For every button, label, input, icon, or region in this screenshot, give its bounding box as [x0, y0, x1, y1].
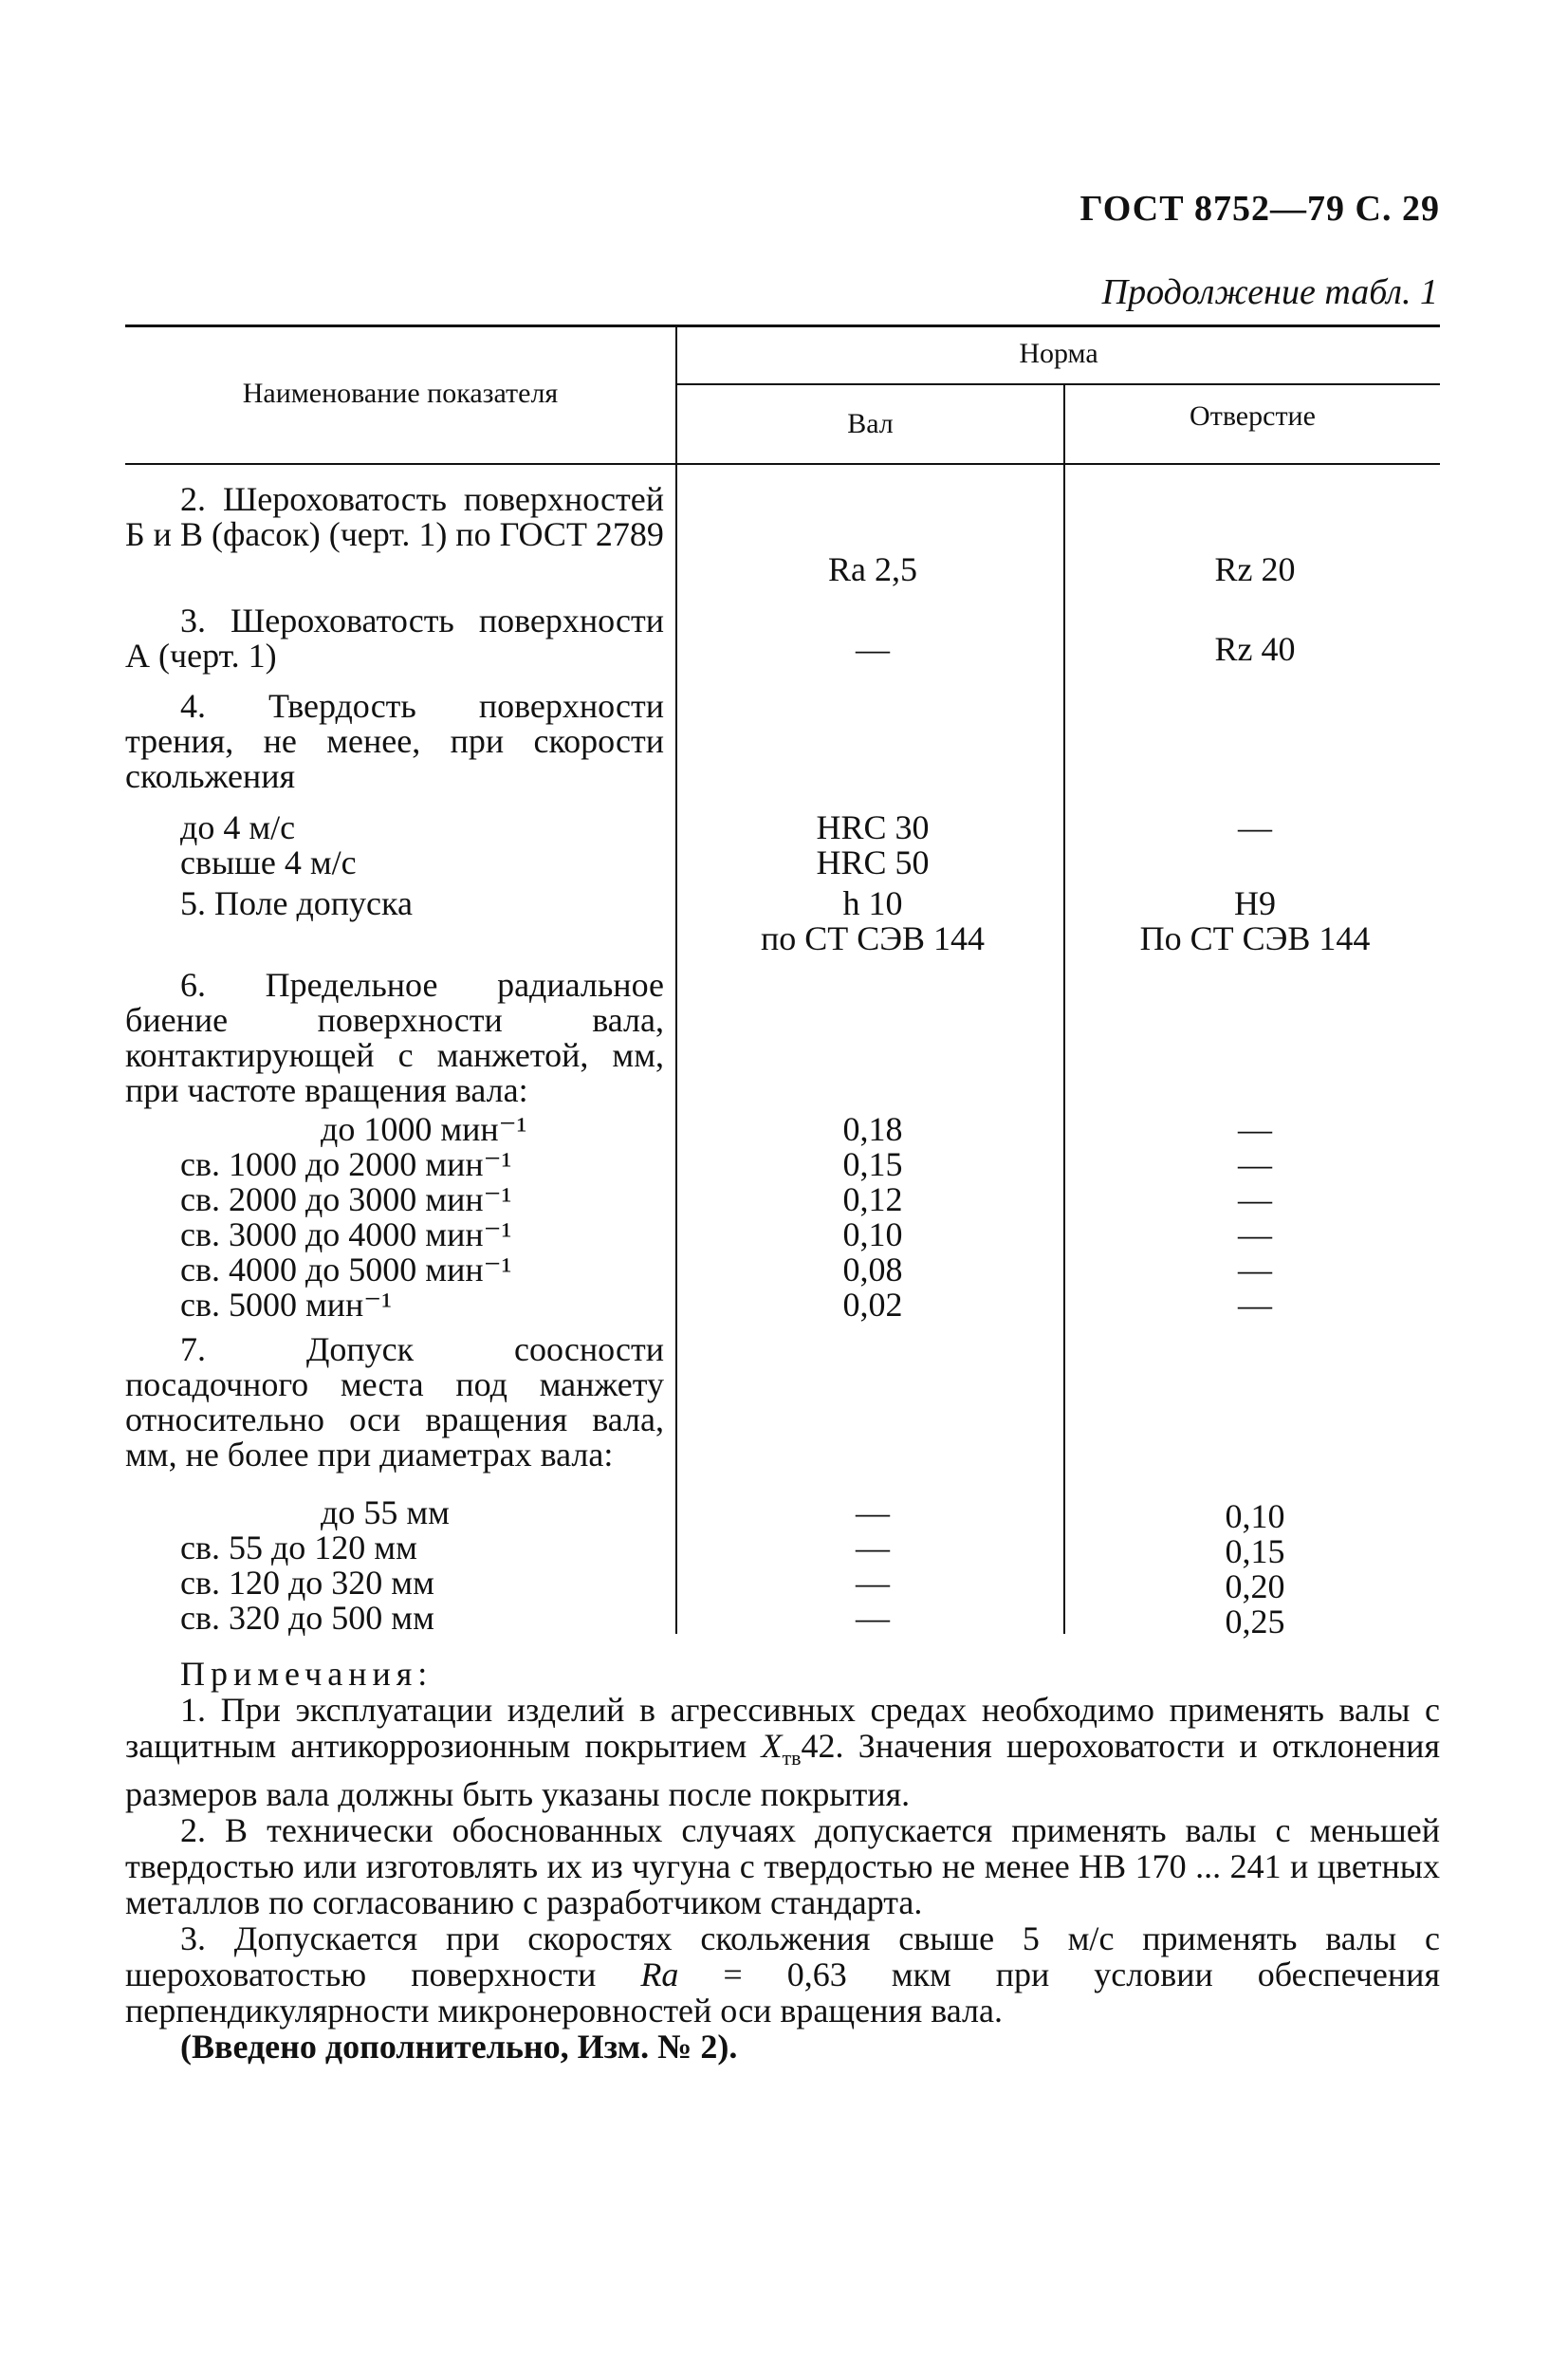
row-hole-value: — [1238, 1180, 1272, 1218]
row-name: св. 320 до 500 мм [180, 1599, 434, 1637]
row-name: св. 120 до 320 мм [180, 1564, 434, 1602]
row-name: 4. Твердость поверхности трения, не менее, при скорости скольжения [125, 687, 664, 795]
row-name: 3. Шероховатость поверхности А (черт. 1) [125, 602, 664, 675]
amendment-note: (Введено дополнительно, Изм. № 2). [180, 2028, 738, 2067]
note-1-text-a: 1. При эксплуатации изделий в агрессивных средах необходимо применять валы с защитным антикоррозионным покрытием [125, 1691, 1440, 1765]
row-name: св. 3000 до 4000 мин⁻¹ [180, 1215, 512, 1253]
row-hole-value: 0,20 [1225, 1567, 1285, 1605]
row-hole-value: — [1238, 1215, 1272, 1253]
table-top-rule [125, 324, 1440, 327]
note-3 [125, 1920, 1440, 2029]
note-1-symbol: Х [761, 1727, 783, 1765]
row-name: до 55 мм [321, 1493, 450, 1531]
row-hole-value: Rz 20 [1214, 550, 1296, 588]
note-1-subscript: тв [782, 1746, 802, 1770]
row-name: 2. Шероховатость поверхностей Б и В (фасок) (черт. 1) по ГОСТ 2789 [125, 480, 664, 553]
col-header-shaft: Вал [847, 408, 894, 439]
row-name: 6. Предельное радиальное биение поверхности вала, контактирующей с манжетой, мм, при частоте вращения вала: [125, 966, 664, 1109]
row-name: св. 5000 мин⁻¹ [180, 1286, 393, 1324]
row-hole-value: — [1238, 1251, 1272, 1288]
note-3-text-a: 3. Допускается при скоростях скольжения свыше 5 м/с применять валы с шероховатостью поверхности [125, 1919, 1440, 1994]
vertical-rule-right [1063, 383, 1065, 1634]
row-shaft-value: — [856, 1529, 890, 1566]
col-header-norm: Норма [1019, 338, 1098, 369]
row-shaft-value: 0,02 [842, 1286, 903, 1324]
row-hole-value: 0,25 [1225, 1603, 1285, 1640]
row-shaft-value: — [856, 630, 890, 668]
row-shaft-value: по СТ СЭВ 144 [760, 919, 986, 957]
row-shaft-value: 0,10 [842, 1215, 903, 1253]
row-shaft-value: — [856, 1564, 890, 1602]
row-hole-value: По СТ СЭВ 144 [1139, 919, 1371, 957]
row-shaft-value: HRC 50 [816, 843, 930, 881]
row-name: до 1000 мин⁻¹ [321, 1110, 527, 1148]
row-hole-value: 0,15 [1225, 1532, 1285, 1570]
row-name: 5. Поле допуска [180, 884, 413, 922]
row-name: св. 2000 до 3000 мин⁻¹ [180, 1180, 512, 1218]
row-name: до 4 м/с [180, 808, 296, 846]
row-hole-value: — [1238, 1110, 1272, 1148]
col-header-name: Наименование показателя [242, 378, 559, 409]
row-hole-value: — [1238, 808, 1272, 846]
row-hole-value: H9 [1234, 884, 1276, 922]
row-name: св. 55 до 120 мм [180, 1529, 417, 1566]
row-shaft-value: HRC 30 [816, 808, 930, 846]
row-hole-value: 0,10 [1225, 1497, 1285, 1535]
row-name: св. 4000 до 5000 мин⁻¹ [180, 1251, 512, 1288]
page-header: ГОСТ 8752—79 С. 29 [1079, 189, 1440, 229]
row-shaft-value: 0,18 [842, 1110, 903, 1148]
row-shaft-value: — [856, 1493, 890, 1531]
note-2: 2. В технически обоснованных случаях допускается применять валы с меньшей твердостью или изготовлять их из чугуна с твердостью не менее НВ 170 ... 241 и цветных металлов по согласованию с разработчиком стандарта. [125, 1811, 1440, 1922]
row-shaft-value: h 10 [842, 884, 903, 922]
note-3-symbol: Ra [640, 1955, 679, 1994]
note-3-text-b: = 0,63 мкм при условии обеспечения перпендикулярности микронеровностей оси вращения вала. [125, 1955, 1440, 2030]
row-name: свыше 4 м/с [180, 843, 357, 881]
notes-title: Примечания: [180, 1655, 434, 1693]
row-shaft-value: 0,08 [842, 1251, 903, 1288]
row-hole-value: — [1238, 1145, 1272, 1183]
row-shaft-value: 0,12 [842, 1180, 903, 1218]
row-shaft-value: Ra 2,5 [828, 550, 917, 588]
row-shaft-value: — [856, 1599, 890, 1637]
col-header-hole: Отверстие [1190, 400, 1316, 432]
note-1-text-b: 42. Значения шероховатости и отклонения размеров вала должны быть указаны после покрытия. [125, 1727, 1440, 1814]
vertical-rule-left [675, 324, 677, 1634]
table-continuation-label: Продолжение табл. 1 [1101, 272, 1438, 312]
row-name: 7. Допуск соосности посадочного места под манжету относительно оси вращения вала, мм, не более при диаметрах вала: [125, 1330, 664, 1474]
header-bottom-rule [125, 463, 1440, 465]
norm-divider-rule [675, 383, 1440, 385]
notes-section [125, 1655, 1440, 2067]
row-hole-value: — [1238, 1286, 1272, 1324]
note-1 [125, 1692, 1440, 1812]
row-shaft-value: 0,15 [842, 1145, 903, 1183]
row-name: св. 1000 до 2000 мин⁻¹ [180, 1145, 512, 1183]
row-hole-value: Rz 40 [1214, 630, 1296, 668]
